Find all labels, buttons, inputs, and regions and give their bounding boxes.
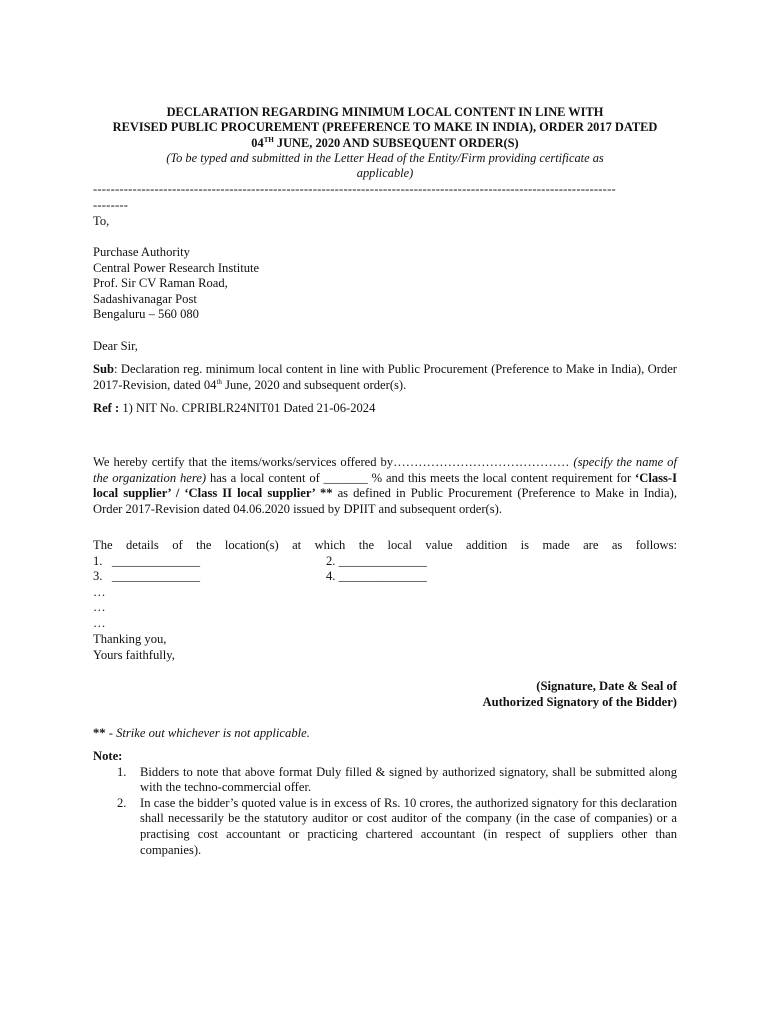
title-line-1: DECLARATION REGARDING MINIMUM LOCAL CONTENT IN LINE WITH (166, 105, 604, 119)
notes-heading: Note: (93, 749, 123, 763)
letterhead-instruction: (To be typed and submitted in the Letter Head of the Entity/Firm providing certificate as applicable) (166, 151, 604, 181)
separator-line: ----------------------------------------------------------------------------------------------------------------------- -------- (93, 182, 616, 212)
reference-line: Ref : 1) NIT No. CPRIBLR24NIT01 Dated 21-06-2024 (93, 401, 376, 415)
strike-out-note: ** - Strike out whichever is not applicable. (93, 726, 310, 740)
closing: Thanking you, Yours faithfully, (93, 632, 175, 662)
note-item: 1. Bidders to note that above format Duly filled & signed by authorized signatory, shall be submitted along with the techno-commercial offer. (117, 764, 677, 795)
document-title (93, 105, 677, 151)
locations-section: The details of the location(s) at which the local value addition is made are as follows: 1. ______________ 2. ______________ 3. ______________ 4. ______________ … … … (93, 538, 677, 630)
recipient-address: Purchase Authority Central Power Research Institute Prof. Sir CV Raman Road, Sadashivanagar Post Bengaluru – 560 080 (93, 245, 260, 322)
location-row: 1. ______________ 2. ______________ (93, 553, 427, 568)
salutation: Dear Sir, (93, 339, 138, 353)
notes-section (93, 749, 677, 858)
certification-paragraph: We hereby certify that the items/works/services offered by…………………………………… (specify the name of the organization here) has a local content of _______ % and this meets the local content requirement for ‘Class-I local supplier’ / ‘Class II local supplier’ ** as defined in Public Procurement (Preference to Make in India), Order 2017-Revision dated 04.06.2020 issued by DPIIT and subsequent order(s). (93, 455, 678, 516)
title-line-2: REVISED PUBLIC PROCUREMENT (PREFERENCE TO MAKE IN INDIA), ORDER 2017 DATED (112, 120, 658, 135)
title-line-3: 04TH JUNE, 2020 AND SUBSEQUENT ORDER(S) (251, 135, 519, 150)
salutation-to: To, (93, 214, 110, 228)
note-item: 2. In case the bidder’s quoted value is in excess of Rs. 10 crores, the authorized signatory for this declaration shall necessarily be the statutory auditor or cost auditor of the company (in the case of companies) or a practising cost accountant or practicing chartered accountant (in respect of suppliers other than companies). (117, 795, 677, 857)
location-row: 3. ______________ 4. ______________ (93, 569, 427, 584)
subject-line: Sub: Declaration reg. minimum local content in line with Public Procurement (Preference to Make in India), Order 2017-Revision, dated 04th June, 2020 and subsequent order(s). (93, 362, 677, 392)
signature-block: (Signature, Date & Seal of Authorized Signatory of the Bidder) (482, 679, 677, 709)
